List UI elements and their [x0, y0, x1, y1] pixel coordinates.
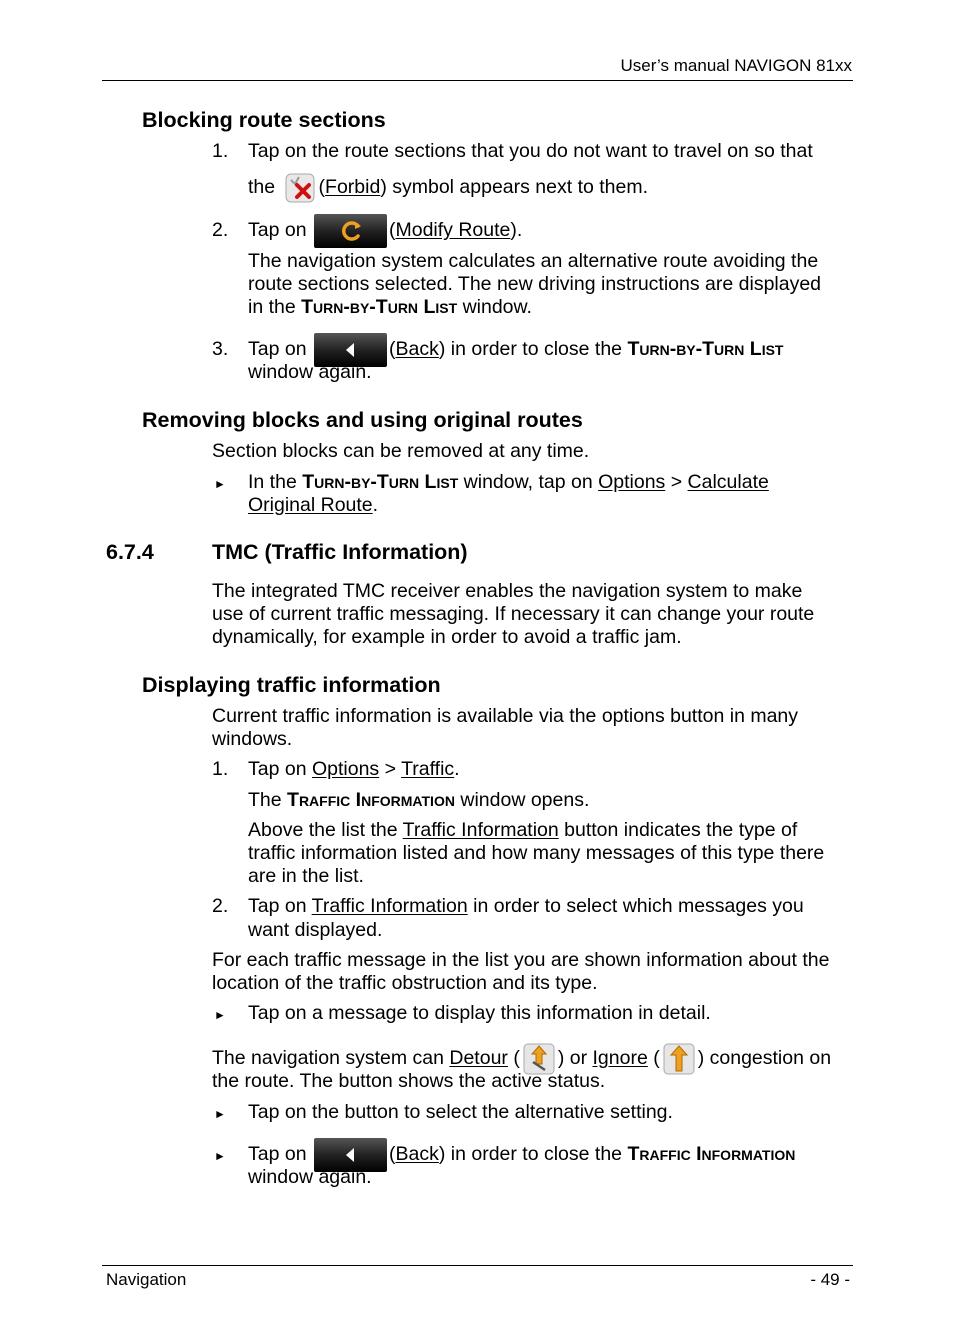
traffic-information-link[interactable]: Traffic Information	[402, 819, 559, 841]
window-name: Turn-by-Turn List	[627, 338, 784, 360]
forbid-link[interactable]: Forbid	[325, 176, 381, 198]
text: .	[372, 494, 379, 516]
text: .	[454, 758, 460, 780]
text: Tap on	[248, 219, 307, 241]
footer-rule	[102, 1265, 853, 1266]
paragraph-line: windows.	[212, 728, 293, 750]
text: in the	[248, 296, 296, 318]
text: >	[670, 471, 683, 493]
text: ).	[510, 219, 523, 241]
text: Tap on	[248, 338, 307, 360]
back-link[interactable]: Back	[395, 338, 439, 360]
triangle-bullet-icon: ►	[214, 477, 226, 491]
step-line	[248, 895, 804, 918]
step-number: 2.	[212, 895, 229, 917]
detour-link[interactable]: Detour	[449, 1047, 508, 1069]
heading-blocking: Blocking route sections	[142, 108, 386, 132]
section-title: TMC (Traffic Information)	[212, 540, 468, 564]
paragraph-line: use of current traffic messaging. If necessary it can change your route	[212, 603, 815, 625]
window-name: Turn-by-Turn List	[302, 471, 459, 493]
step-line	[248, 758, 460, 781]
ignore-icon	[662, 1042, 696, 1076]
paragraph-line: The navigation system can Detour ( ) or Ignore ( ) congestion on	[212, 1035, 831, 1081]
paragraph-line: are in the list.	[248, 865, 364, 887]
paragraph-line: route sections selected. The new driving instructions are displayed	[248, 273, 822, 295]
window-name: Traffic Information	[627, 1143, 796, 1165]
triangle-bullet-icon: ►	[214, 1008, 226, 1022]
step-text: window again.	[248, 361, 372, 383]
step-line: Tap on (Back) in order to close the Turn-by-Turn List	[248, 326, 783, 372]
text: ) in order to close the	[438, 338, 623, 360]
text: window opens.	[460, 789, 590, 811]
page-header: User’s manual NAVIGON 81xx	[620, 56, 852, 75]
text: ) congestion on	[697, 1047, 832, 1069]
modify-route-link[interactable]: Modify Route	[395, 219, 511, 241]
traffic-information-link[interactable]: Traffic Information	[311, 895, 468, 917]
step-line: the (Forbid) symbol appears next to them.	[248, 164, 648, 210]
text: Tap on	[248, 758, 307, 780]
step-text: Tap on the route sections that you do not want to travel on so that	[248, 140, 813, 162]
text: button indicates the type of	[564, 819, 798, 841]
paragraph-line: the route. The button shows the active status.	[212, 1070, 606, 1092]
modify-route-button[interactable]	[314, 214, 387, 248]
text: ) or	[557, 1047, 588, 1069]
text: Tap on	[248, 895, 307, 917]
ignore-link[interactable]: Ignore	[592, 1047, 648, 1069]
bullet-line: Tap on the button to select the alternative setting.	[248, 1101, 673, 1123]
bullet-line	[248, 494, 378, 517]
bullet-line: Tap on a message to display this information in detail.	[248, 1002, 711, 1024]
text: the	[248, 176, 276, 198]
calculate-link[interactable]: Calculate	[687, 471, 769, 493]
text: Above the list the	[248, 819, 398, 841]
bullet-line	[248, 471, 769, 494]
step-line: Tap on (Modify Route).	[248, 207, 522, 253]
step-number: 1.	[212, 140, 229, 162]
heading-displaying: Displaying traffic information	[142, 673, 441, 697]
text: The	[248, 789, 282, 811]
paragraph-line: Current traffic information is available via the options button in many	[212, 705, 799, 727]
window-name: Traffic Information	[287, 789, 455, 811]
paragraph-line	[248, 296, 532, 319]
text: ) in order to close the	[438, 1143, 623, 1165]
options-link[interactable]: Options	[598, 471, 666, 493]
paragraph-line: dynamically, for example in order to avoid a traffic jam.	[212, 626, 682, 648]
text: The navigation system can	[212, 1047, 444, 1069]
text: in order to select which messages you	[473, 895, 804, 917]
section-number: 6.7.4	[106, 540, 154, 564]
triangle-bullet-icon: ►	[214, 1149, 226, 1163]
text: ) symbol appears next to them.	[380, 176, 649, 198]
bullet-line: Tap on (Back) in order to close the Traffic Information	[248, 1131, 795, 1177]
header-rule	[102, 80, 853, 81]
back-link[interactable]: Back	[395, 1143, 439, 1165]
original-route-link[interactable]: Original Route	[248, 494, 373, 516]
step-number: 1.	[212, 758, 229, 780]
triangle-bullet-icon: ►	[214, 1107, 226, 1121]
forbid-icon	[283, 171, 317, 205]
paragraph-line: Section blocks can be removed at any time.	[212, 440, 590, 462]
text: window.	[462, 296, 532, 318]
footer-section: Navigation	[106, 1270, 187, 1289]
bullet-line: window again.	[248, 1166, 372, 1188]
step-number: 3.	[212, 338, 229, 360]
paragraph-line: The navigation system calculates an alternative route avoiding the	[248, 250, 819, 272]
paragraph-line: traffic information listed and how many messages of this type there	[248, 842, 825, 864]
paragraph-line: location of the traffic obstruction and its type.	[212, 972, 598, 994]
window-name: Turn-by-Turn List	[301, 296, 458, 318]
step-text: want displayed.	[248, 919, 383, 941]
traffic-link[interactable]: Traffic	[401, 758, 455, 780]
step-number: 2.	[212, 219, 229, 241]
text: >	[384, 758, 396, 780]
text: In the	[248, 471, 297, 493]
heading-removing: Removing blocks and using original routes	[142, 408, 583, 432]
text: Tap on	[248, 1143, 307, 1165]
paragraph-line	[248, 789, 589, 812]
paragraph-line	[248, 819, 797, 842]
page-number: - 49 -	[810, 1270, 850, 1289]
paragraph-line: For each traffic message in the list you are shown information about the	[212, 949, 830, 971]
paragraph-line: The integrated TMC receiver enables the navigation system to make	[212, 580, 803, 602]
text: window, tap on	[463, 471, 593, 493]
options-link[interactable]: Options	[311, 758, 380, 780]
